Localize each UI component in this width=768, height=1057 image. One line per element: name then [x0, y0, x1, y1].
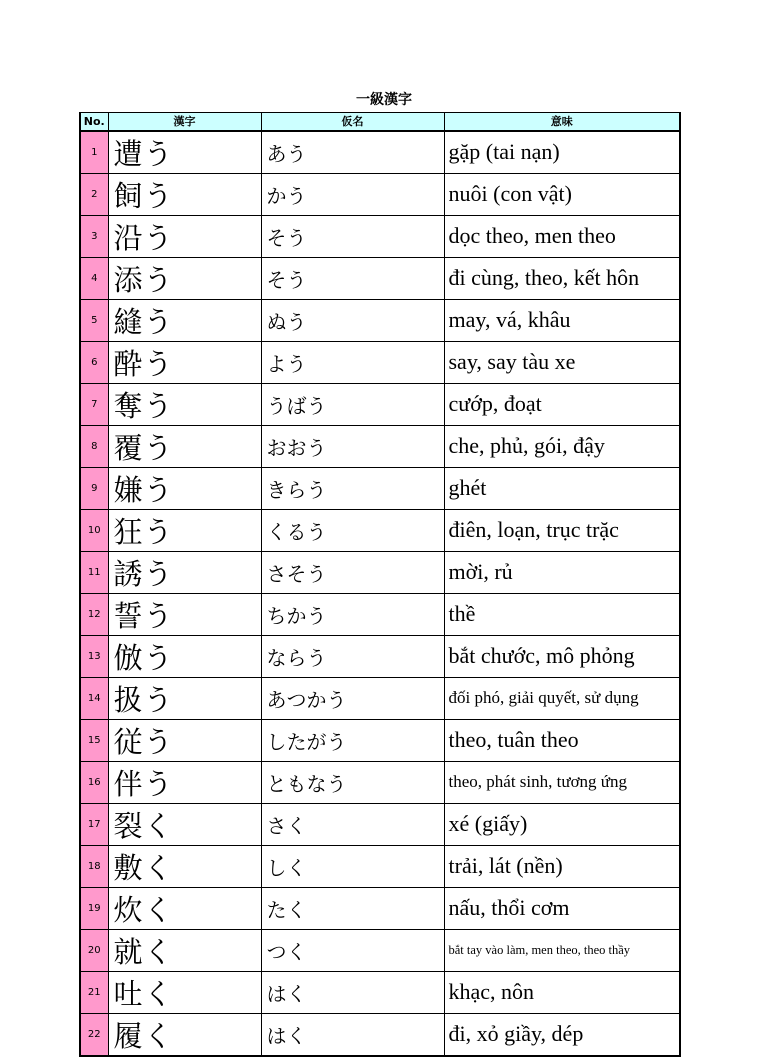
table-row: [80, 719, 680, 761]
kanji-cell: 履く: [108, 1013, 261, 1056]
kanji-cell: 狂う: [108, 509, 261, 551]
kanji-cell: 就く: [108, 929, 261, 971]
table-row: [80, 635, 680, 677]
table-row: [80, 299, 680, 341]
table-row: [80, 929, 680, 971]
kana-cell: しく: [261, 845, 444, 887]
row-number: 4: [80, 257, 108, 299]
table-row: [80, 593, 680, 635]
table-row: [80, 971, 680, 1013]
kana-cell: ぬう: [261, 299, 444, 341]
kanji-cell: 倣う: [108, 635, 261, 677]
row-number: 18: [80, 845, 108, 887]
row-number: 15: [80, 719, 108, 761]
meaning-cell: say, say tàu xe: [444, 341, 680, 383]
meaning-cell: nấu, thổi cơm: [444, 887, 680, 929]
meaning-cell: xé (giấy): [444, 803, 680, 845]
kanji-cell: 従う: [108, 719, 261, 761]
row-number: 5: [80, 299, 108, 341]
row-number: 9: [80, 467, 108, 509]
row-number: 3: [80, 215, 108, 257]
kanji-table: [79, 112, 681, 1057]
meaning-cell: khạc, nôn: [444, 971, 680, 1013]
table-row: [80, 467, 680, 509]
row-number: 14: [80, 677, 108, 719]
kana-cell: たく: [261, 887, 444, 929]
kanji-cell: 嫌う: [108, 467, 261, 509]
row-number: 12: [80, 593, 108, 635]
row-number: 7: [80, 383, 108, 425]
kanji-cell: 吐く: [108, 971, 261, 1013]
header-kanji: 漢字: [108, 113, 261, 131]
meaning-cell: theo, tuân theo: [444, 719, 680, 761]
kanji-cell: 沿う: [108, 215, 261, 257]
kanji-cell: 飼う: [108, 173, 261, 215]
row-number: 22: [80, 1013, 108, 1056]
kana-cell: おおう: [261, 425, 444, 467]
kana-cell: つく: [261, 929, 444, 971]
kana-cell: ともなう: [261, 761, 444, 803]
kana-cell: きらう: [261, 467, 444, 509]
table-row: [80, 131, 680, 174]
kanji-cell: 裂く: [108, 803, 261, 845]
meaning-cell: may, vá, khâu: [444, 299, 680, 341]
table-row: [80, 341, 680, 383]
row-number: 20: [80, 929, 108, 971]
kana-cell: あう: [261, 131, 444, 174]
table-row: [80, 551, 680, 593]
row-number: 8: [80, 425, 108, 467]
meaning-cell: cướp, đoạt: [444, 383, 680, 425]
row-number: 19: [80, 887, 108, 929]
table-row: [80, 887, 680, 929]
meaning-cell: nuôi (con vật): [444, 173, 680, 215]
header-kana: 仮名: [261, 113, 444, 131]
kanji-cell: 遭う: [108, 131, 261, 174]
kanji-cell: 敷く: [108, 845, 261, 887]
kana-cell: さそう: [261, 551, 444, 593]
header-no: No.: [80, 113, 108, 131]
table-row: [80, 1013, 680, 1056]
kanji-cell: 酔う: [108, 341, 261, 383]
kanji-cell: 扱う: [108, 677, 261, 719]
table-row: [80, 677, 680, 719]
header-row: [80, 113, 680, 131]
kana-cell: したがう: [261, 719, 444, 761]
meaning-cell: gặp (tai nạn): [444, 131, 680, 174]
meaning-cell: trải, lát (nền): [444, 845, 680, 887]
row-number: 21: [80, 971, 108, 1013]
meaning-cell: ghét: [444, 467, 680, 509]
kanji-cell: 添う: [108, 257, 261, 299]
kanji-cell: 縫う: [108, 299, 261, 341]
row-number: 6: [80, 341, 108, 383]
meaning-cell: bắt chước, mô phỏng: [444, 635, 680, 677]
kana-cell: よう: [261, 341, 444, 383]
kana-cell: ならう: [261, 635, 444, 677]
table-row: [80, 803, 680, 845]
kana-cell: うばう: [261, 383, 444, 425]
kana-cell: さく: [261, 803, 444, 845]
row-number: 17: [80, 803, 108, 845]
table-row: [80, 383, 680, 425]
page-title: 一級漢字: [356, 92, 412, 108]
kana-cell: かう: [261, 173, 444, 215]
row-number: 1: [80, 131, 108, 174]
meaning-cell: thề: [444, 593, 680, 635]
meaning-cell: đi, xỏ giầy, dép: [444, 1013, 680, 1056]
meaning-cell: điên, loạn, trục trặc: [444, 509, 680, 551]
row-number: 10: [80, 509, 108, 551]
kanji-cell: 覆う: [108, 425, 261, 467]
table-row: [80, 257, 680, 299]
kanji-cell: 誓う: [108, 593, 261, 635]
kanji-cell: 炊く: [108, 887, 261, 929]
row-number: 16: [80, 761, 108, 803]
kanji-cell: 奪う: [108, 383, 261, 425]
table-row: [80, 761, 680, 803]
meaning-cell: bắt tay vào làm, men theo, theo thầy: [444, 929, 680, 971]
table-row: [80, 215, 680, 257]
table-row: [80, 425, 680, 467]
kana-cell: はく: [261, 1013, 444, 1056]
table-row: [80, 509, 680, 551]
kana-cell: はく: [261, 971, 444, 1013]
row-number: 2: [80, 173, 108, 215]
row-number: 13: [80, 635, 108, 677]
meaning-cell: che, phủ, gói, đậy: [444, 425, 680, 467]
kanji-cell: 伴う: [108, 761, 261, 803]
table-row: [80, 173, 680, 215]
header-meaning: 意味: [444, 113, 680, 131]
kana-cell: ちかう: [261, 593, 444, 635]
kana-cell: あつかう: [261, 677, 444, 719]
meaning-cell: theo, phát sinh, tương ứng: [444, 761, 680, 803]
kana-cell: そう: [261, 257, 444, 299]
kana-cell: そう: [261, 215, 444, 257]
kana-cell: くるう: [261, 509, 444, 551]
meaning-cell: dọc theo, men theo: [444, 215, 680, 257]
meaning-cell: đi cùng, theo, kết hôn: [444, 257, 680, 299]
meaning-cell: mời, rủ: [444, 551, 680, 593]
row-number: 11: [80, 551, 108, 593]
meaning-cell: đối phó, giải quyết, sử dụng: [444, 677, 680, 719]
table-row: [80, 845, 680, 887]
kanji-cell: 誘う: [108, 551, 261, 593]
